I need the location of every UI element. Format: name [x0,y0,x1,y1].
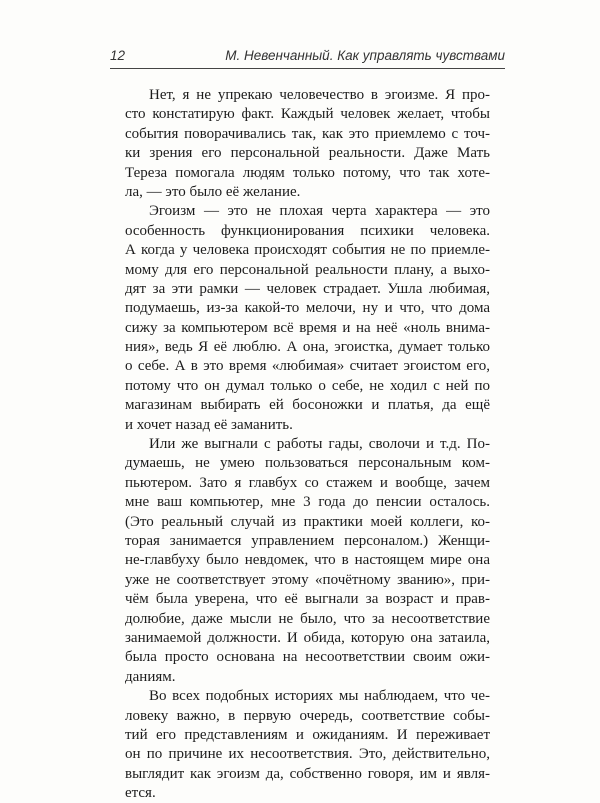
paragraph [125,435,490,687]
running-title: М. Невенчанный. Как управлять чувствами [225,48,505,63]
text-line: сто констатирую факт. Каждый человек желает, чтобы [125,106,490,123]
text-line: мне ваш компьютер, мне 3 года до пенсии осталось. [125,494,490,511]
text-line: тий его представлениям и ожиданиям. И переживает [125,726,490,743]
header-rule [110,68,505,69]
text-line: не-главбуху было невдомек, что в настоящем мире она [125,552,490,569]
text-line: и хочет назад её заманить. [125,416,293,433]
page-header [110,46,505,68]
text-line: даниям. [125,668,176,685]
text-line: (Это реальный случай из практики моей коллеги, ко- [125,513,490,530]
text-line: занимаемой должности. И обида, которую она затаила, [125,629,490,646]
text-line: торая занимается управлением персоналом.) Женщи- [125,532,490,549]
paragraph [125,202,490,435]
text-line: сижу за компьютером всё время и на неё «ноль внима- [125,319,490,336]
text-line: ловеку важно, в первую очередь, соответствие собы- [125,707,490,724]
text-line: события поворачивались так, как это приемлемо с точ- [125,125,490,142]
text-line: Или же выгнали с работы гады, сволочи и т.д. По- [149,436,490,453]
text-line: думаешь, не умею пользоваться персональным ком- [125,455,490,472]
text-line: Тереза помогала людям только потому, что так хоте- [125,164,490,181]
text-line: магазинам выбирать ей босоножки и платья, да ещё [125,397,490,414]
text-line: ки зрения его персональной реальности. Даже Мать [125,145,490,162]
body-text [125,86,490,803]
paragraph [125,86,490,202]
text-line: долюбие, даже мысли не было, что за несоответствие [125,610,490,627]
text-line: Нет, я не упрекаю человечество в эгоизме. Я про- [149,87,490,103]
text-line: подумаешь, из-за какой-то мелочи, ну и что, что дома [125,300,490,317]
text-line: выглядит как эгоизм да, собственно говоря, им и явля- [125,765,490,782]
text-line: о себе. А в это время «любимая» считает эгоистом его, [125,358,490,375]
text-line: ния», ведь Я её люблю. А она, эгоистка, думает только [125,339,490,356]
text-line: мому для его персональной реальности плану, а выхо- [125,261,490,278]
text-line: Во всех подобных историях мы наблюдаем, что че- [149,688,490,705]
text-line: он по причине их несоответствия. Это, действительно, [125,746,490,763]
text-line: чём была уверена, что её выгнали за возраст и прав- [125,591,490,608]
text-line: А когда у человека происходят события не по приемле- [125,242,490,259]
text-line: Эгоизм — это не плохая черта характера — это [149,203,490,220]
text-line: потому что он думал только о себе, не ходил с ней по [125,377,490,394]
text-line: ла, — это было её желание. [125,183,301,200]
text-line: ется. [125,785,156,802]
paragraph [125,687,490,803]
page-number: 12 [110,48,126,63]
text-line: дят за эти рамки — человек страдает. Ушла любимая, [125,280,490,297]
text-line: особенность функционирования психики человека. [125,222,490,239]
text-line: была просто основана на несоответствии своим ожи- [125,649,490,666]
text-line: пьютером. Зато я главбух со стажем и вообще, зачем [125,474,490,491]
text-line: уже не соответствует этому «почётному званию», при- [125,571,490,588]
